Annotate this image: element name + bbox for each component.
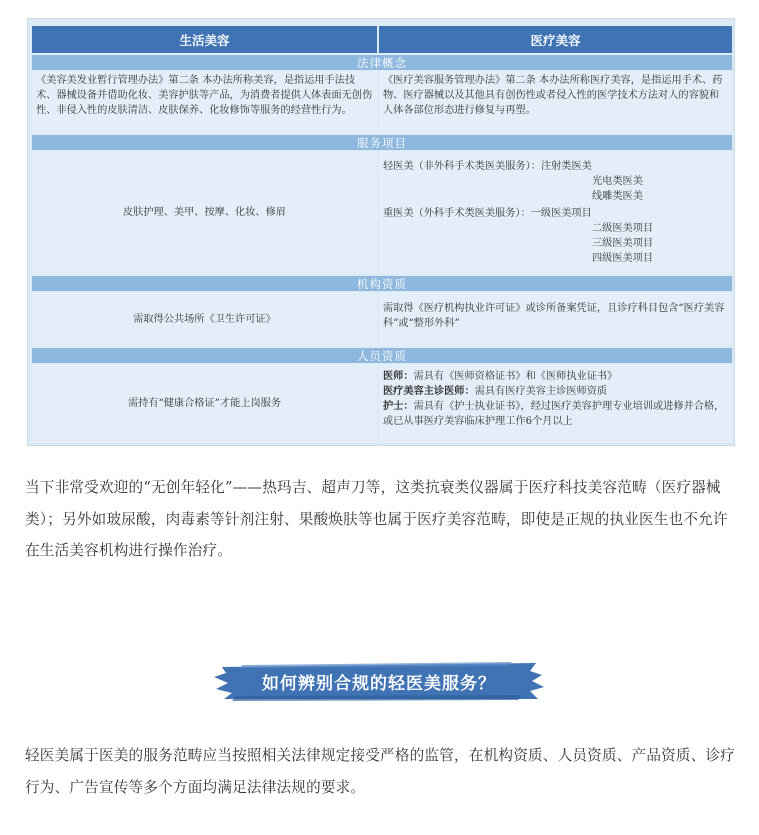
staff-left-cell: 需持有“健康合格证”才能上岗服务 <box>32 364 377 443</box>
legal-left-cell: 《美容美发业暂行管理办法》第二条 本办法所称美容，是指运用手法技术、器械设备并借助化妆、美容护肤等产品，为消费者提供人体表面无创伤性、非侵入性的皮肤清洁、皮肤保养、化妆修饰等服务的经营性行为。 <box>32 71 377 134</box>
staff-nurse-label: 护士： <box>383 400 414 412</box>
col-header-medical-beauty: 医疗美容 <box>379 26 732 53</box>
services-left-cell: 皮肤护理、美甲、按摩、化妆、修眉 <box>32 151 377 274</box>
legal-right-cell: 《医疗美容服务管理办法》第二条 本办法所称医疗美容，是指运用手术、药物、医疗器械以及其他具有创伤性或者侵入性的医学技术方法对人的容貌和人体各部位形态进行修复与再塑。 <box>379 71 732 134</box>
service-light-photoelectric: 光电类医美 <box>592 176 643 187</box>
institution-right-cell: 需取得《医疗机构执业许可证》或诊所备案凭证，且诊疗科目包含“医疗美容科”或“整形外科” <box>379 292 732 346</box>
service-light-injection: 轻医美（非外科手术类医美服务）：注射类医美 <box>383 161 592 172</box>
staff-nurse-text: 需具有《护士执业证书》，经过医疗美容护理专业培训或进修并合格，或已从事医疗美容临床护理工作6个月以上 <box>383 401 725 427</box>
banner-heading-text: 如何辨别合规的轻医美服务？ <box>262 673 496 694</box>
staff-nurse <box>383 399 728 429</box>
section-legal: 法律概念 <box>32 55 732 70</box>
service-heavy-level4: 四级医美项目 <box>592 253 654 264</box>
staff-chief-doctor-text: 需具有医疗美容主诊医师资质 <box>474 386 608 397</box>
service-heavy-level2: 二级医美项目 <box>592 223 654 234</box>
service-heavy-level1: 重医美（外科手术类医美服务）：一级医美项目 <box>383 208 592 219</box>
staff-chief-doctor <box>383 384 728 399</box>
section-services: 服务项目 <box>32 135 732 150</box>
staff-right-cell <box>379 364 732 443</box>
institution-left-cell: 需取得公共场所《卫生许可证》 <box>32 292 377 346</box>
service-light-thread: 线雕类医美 <box>592 191 643 202</box>
staff-doctor <box>383 369 728 384</box>
staff-chief-doctor-label: 医疗美容主诊医师： <box>383 385 475 397</box>
section-institution: 机构资质 <box>32 276 732 291</box>
service-heavy-level3: 三级医美项目 <box>592 238 654 249</box>
staff-doctor-label: 医师： <box>383 370 414 382</box>
staff-doctor-text: 需具有《医师资格证书》和《医师执业证书》 <box>413 371 618 382</box>
section-staff: 人员资质 <box>32 348 732 363</box>
comparison-table <box>27 18 735 446</box>
paragraph-intro: 当下非常受欢迎的“无创年轻化”——热玛吉、超声刀等，这类抗衰类仪器属于医疗科技美容范畴（医疗器械类）；另外如玻尿酸，肉毒素等针剂注射、果酸焕肤等也属于医疗美容范畴，即使是正规的执业医生也不允许在生活美容机构进行操作治疗。 <box>25 479 728 559</box>
paragraph-requirements: 轻医美属于医美的服务范畴应当按照相关法律规定接受严格的监管，在机构资质、人员资质、产品资质、诊疗行为、广告宣传等多个方面均满足法律法规的要求。 <box>25 747 736 796</box>
services-right-cell <box>379 151 732 274</box>
section-heading-banner <box>212 659 546 703</box>
col-header-life-beauty: 生活美容 <box>32 26 377 53</box>
